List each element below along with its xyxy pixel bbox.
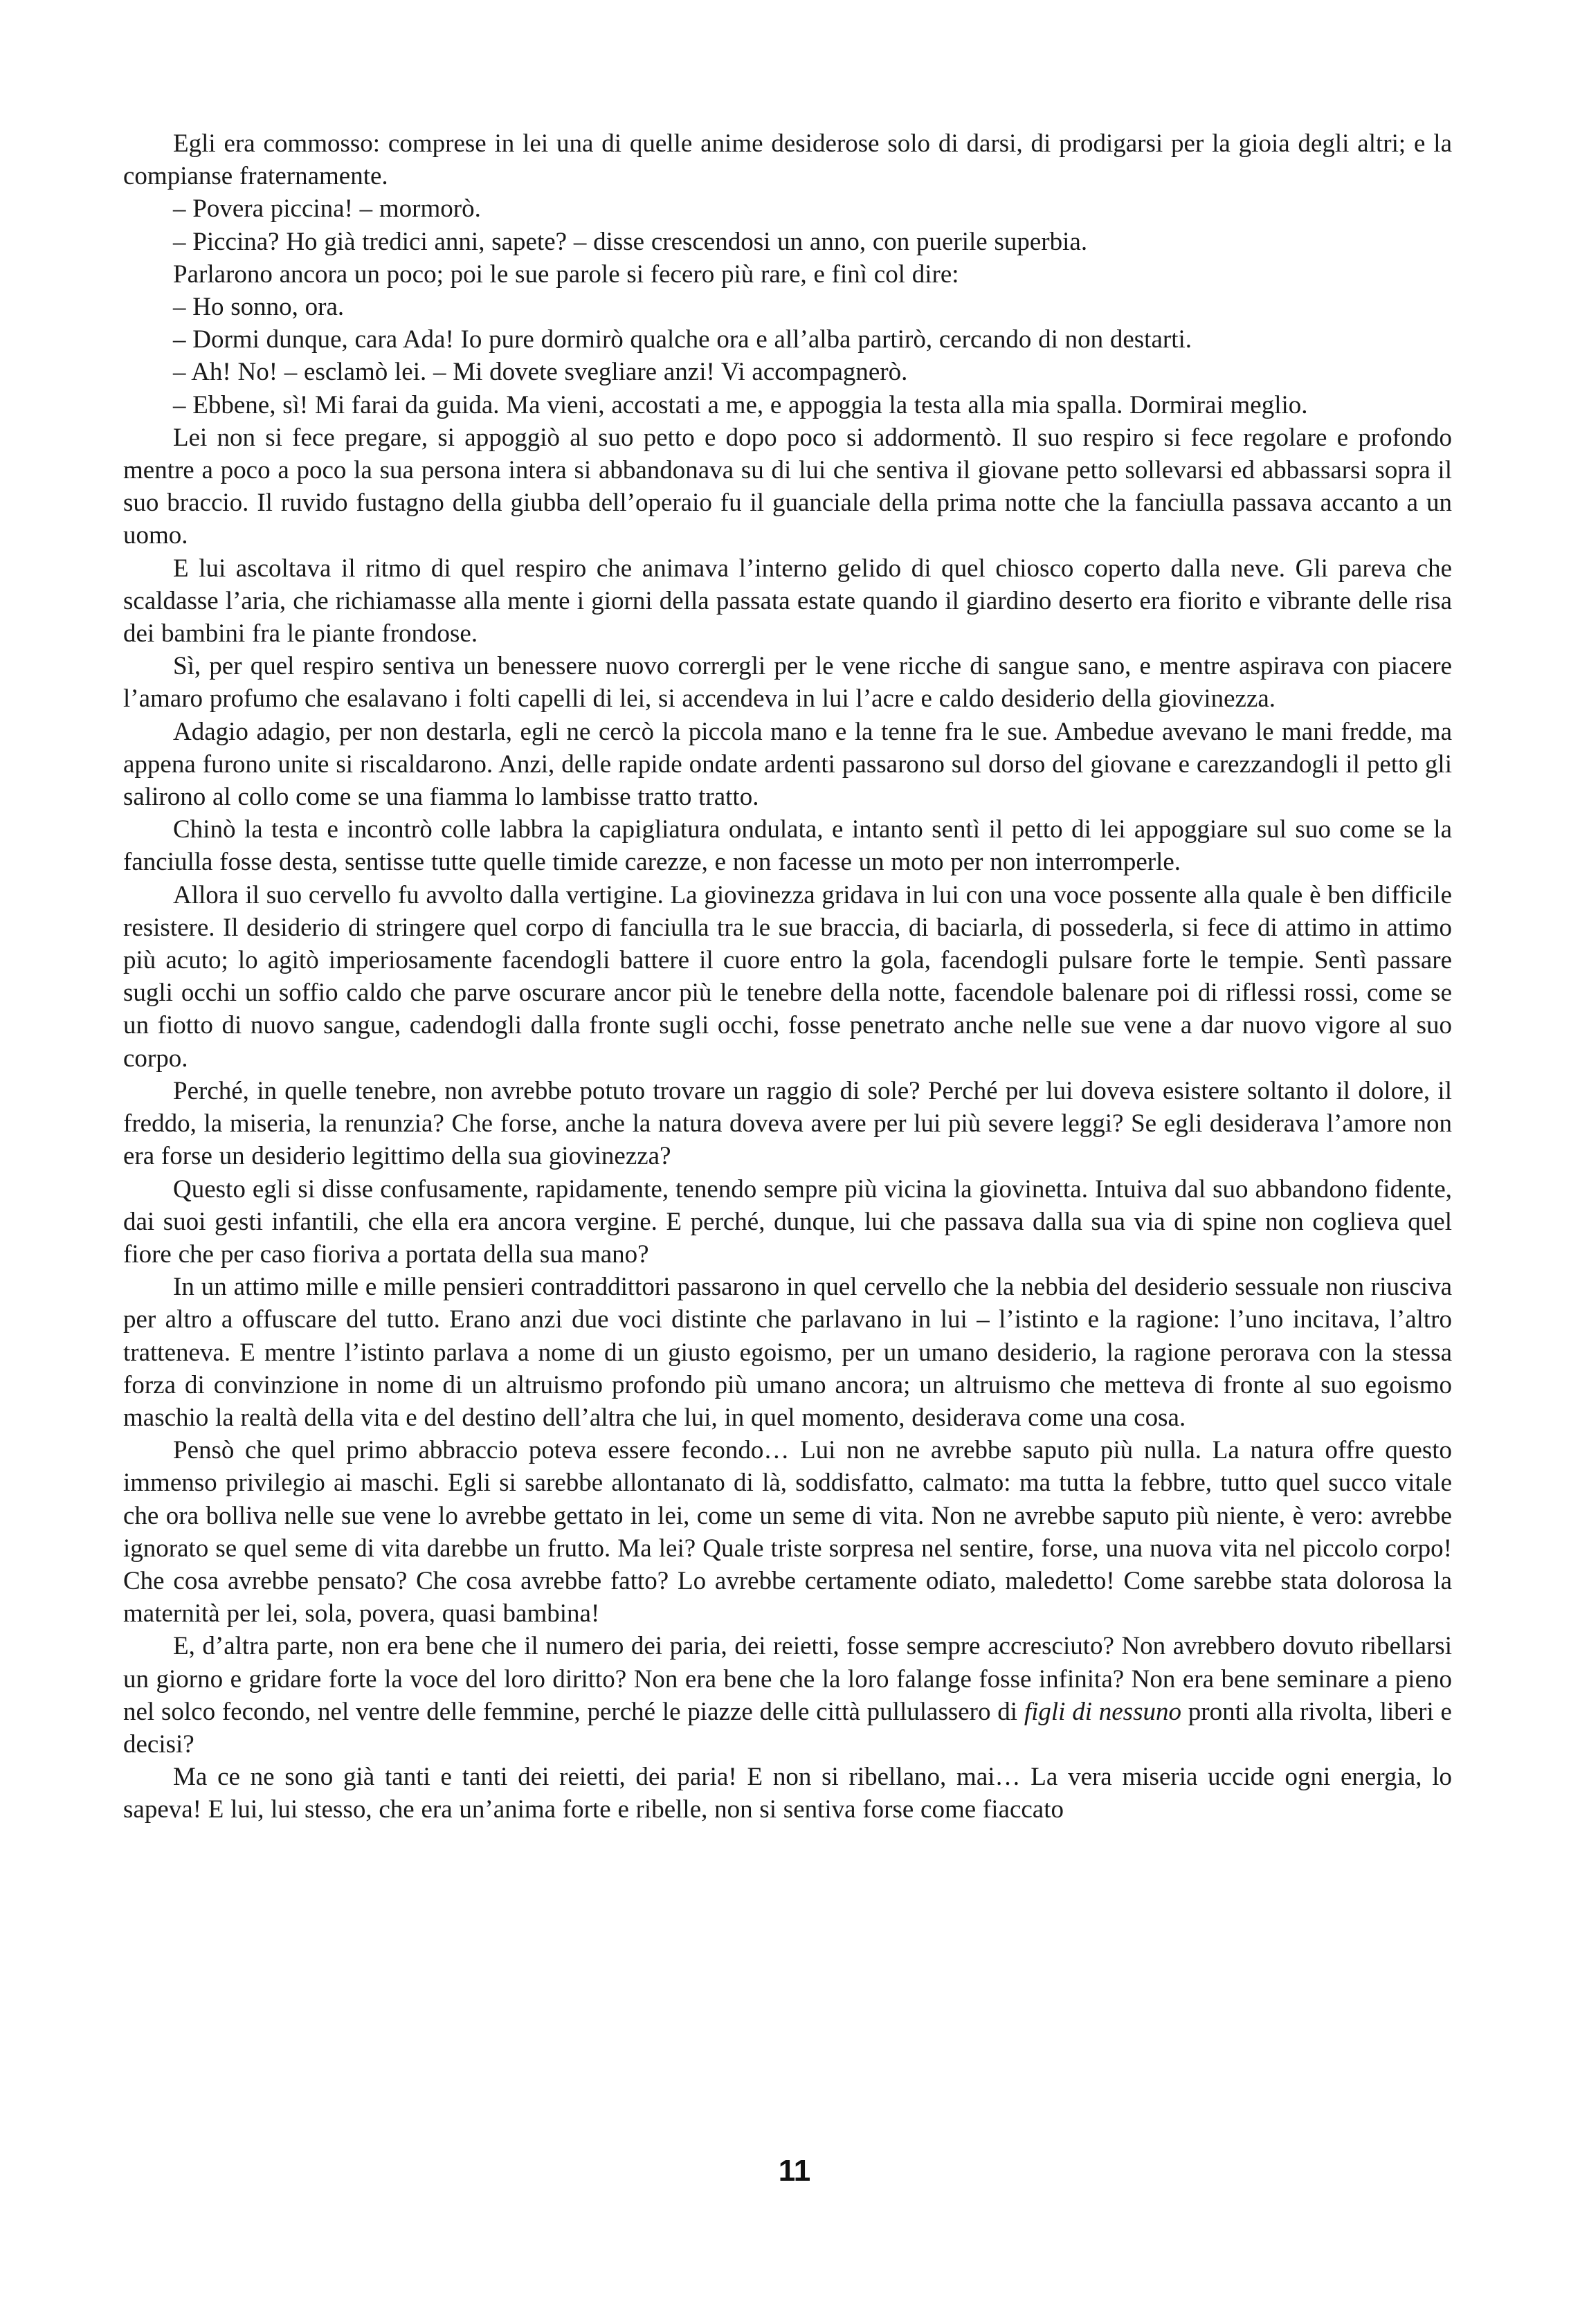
page-body bbox=[123, 127, 1452, 1826]
paragraph: Allora il suo cervello fu avvolto dalla vertigine. La giovinezza gridava in lui con una voce possente alla quale è ben difficile resistere. Il desiderio di stringere quel corpo di fanciulla tra le sue braccia, di baciarla, di possederla, si fece di attimo in attimo più acuto; lo agitò imperiosamente facendogli battere il cuore entro la gola, facendogli pulsare forte le tempie. Sentì passare sugli occhi un soffio caldo che parve oscurare ancor più le tenebre della notte, facendole balenare poi di riflessi rossi, come se un fiotto di nuovo sangue, cadendogli dalla fronte sugli occhi, fosse penetrato anche nelle sue vene a dar nuovo vigore al suo corpo. bbox=[123, 880, 1452, 1073]
paragraph: Egli era commosso: comprese in lei una di quelle anime desiderose solo di darsi, di prodigarsi per la gioia degli altri; e la compianse fraternamente. bbox=[123, 129, 1452, 191]
paragraph: Adagio adagio, per non destarla, egli ne cercò la piccola mano e la tenne fra le sue. Ambedue avevano le mani fredde, ma appena furono unite si riscaldarono. Anzi, delle rapide ondate ardenti passarono sul dorso del giovane e carezzandogli il petto gli salirono al collo come se una fiamma lo lambisse tratto tratto. bbox=[123, 717, 1452, 812]
paragraph: Lei non si fece pregare, si appoggiò al suo petto e dopo poco si addormentò. Il suo respiro si fece regolare e profondo mentre a poco a poco la sua persona intera si abbandonava su di lui che sentiva il giovane petto sollevarsi ed abbassarsi sopra il suo braccio. Il ruvido fustagno della giubba dell’operaio fu il guanciale della prima notte che la fanciulla passava accanto a un uomo. bbox=[123, 423, 1452, 550]
paragraph: Parlarono ancora un poco; poi le sue parole si fecero più rare, e finì col dire: bbox=[173, 260, 959, 289]
emphasized-text: figli di nessuno bbox=[1024, 1697, 1181, 1726]
paragraph: Questo egli si disse confusamente, rapidamente, tenendo sempre più vicina la giovinetta. Intuiva dal suo abbandono fidente, dai suoi gesti infantili, che ella era ancora vergine. E perché, dunque, lui che passava dalla sua via di spine non coglieva quel fiore che per caso fioriva a portata della sua mano? bbox=[123, 1174, 1452, 1269]
paragraph: Sì, per quel respiro sentiva un benessere nuovo corrergli per le vene ricche di sangue sano, e mentre aspirava con piacere l’amaro profumo che esalavano i folti capelli di lei, si accendeva in lui l’acre e caldo desiderio della giovinezza. bbox=[123, 652, 1452, 714]
paragraph-text: E, d’altra parte, non era bene che il numero dei paria, dei reietti, fosse sempre accresciuto? Non avrebbero dovuto ribellarsi un giorno e gridare forte la voce del loro diritto? Non era bene che la loro falange fosse infinita? Non era bene seminare a pieno nel solco fecondo, nel ventre delle femmine, perché le piazze delle città pullulassero di bbox=[123, 1632, 1452, 1726]
paragraph: – Dormi dunque, cara Ada! Io pure dormirò qualche ora e all’alba partirò, cercando di non destarti. bbox=[173, 325, 1192, 354]
paragraph: – Piccina? Ho già tredici anni, sapete? – disse crescendosi un anno, con puerile superbia. bbox=[173, 227, 1088, 256]
paragraph: Pensò che quel primo abbraccio poteva essere fecondo… Lui non ne avrebbe saputo più nulla. La natura offre questo immenso privilegio ai maschi. Egli si sarebbe allontanato di là, soddisfatto, calmato: ma tutta la febbre, tutto quel succo vitale che ora bolliva nelle sue vene lo avrebbe gettato in lei, come un seme di vita. Non ne avrebbe saputo più niente, è vero: avrebbe ignorato se quel seme di vita darebbe un frutto. Ma lei? Quale triste sorpresa nel sentire, forse, una nuova vita nel piccolo corpo! Che cosa avrebbe pensato? Che cosa avrebbe fatto? Lo avrebbe certamente odiato, maledetto! Come sarebbe stata dolorosa la maternità per lei, sola, povera, quasi bambina! bbox=[123, 1436, 1452, 1628]
paragraph: – Ho sonno, ora. bbox=[173, 293, 345, 322]
paragraph: Ma ce ne sono già tanti e tanti dei reietti, dei paria! E non si ribellano, mai… La vera miseria uccide ogni energia, lo sapeva! E lui, lui stesso, che era un’anima forte e ribelle, non si sentiva forse come fiaccato bbox=[123, 1763, 1452, 1824]
paragraph: E lui ascoltava il ritmo di quel respiro che animava l’interno gelido di quel chiosco coperto dalla neve. Gli pareva che scaldasse l’aria, che richiamasse alla mente i giorni della passata estate quando il giardino deserto era fiorito e vibrante delle risa dei bambini fra le piante frondose. bbox=[123, 554, 1452, 648]
paragraph-text: pronti alla rivolta, liberi e decisi? bbox=[123, 1697, 1452, 1759]
paragraph: Chinò la testa e incontrò colle labbra la capigliatura ondulata, e intanto sentì il petto di lei appoggiare sul suo come se la fanciulla fosse desta, sentisse tutte quelle timide carezze, e non facesse un moto per non interromperle. bbox=[123, 815, 1452, 877]
paragraph: In un attimo mille e mille pensieri contraddittori passarono in quel cervello che la nebbia del desiderio sessuale non riusciva per altro a offuscare del tutto. Erano anzi due voci distinte che parlavano in lui – l’istinto e la ragione: l’uno incitava, l’altro tratteneva. E mentre l’istinto parlava a nome di un giusto egoismo, per un umano desiderio, la ragione perorava con la stessa forza di convinzione in nome di un altruismo profondo più umano ancora; un altruismo che metteva di fronte al suo egoismo maschio la realtà della vita e del destino dell’altra che lui, in quel momento, desiderava come una cosa. bbox=[123, 1273, 1452, 1432]
paragraph: – Povera piccina! – mormorò. bbox=[173, 194, 481, 224]
page-number: 11 bbox=[778, 2154, 811, 2188]
paragraph bbox=[123, 1630, 1452, 1761]
paragraph: Perché, in quelle tenebre, non avrebbe potuto trovare un raggio di sole? Perché per lui doveva esistere soltanto il dolore, il freddo, la miseria, la renunzia? Che forse, anche la natura doveva avere per lui più severe leggi? Se egli desiderava l’amore non era forse un desiderio legittimo della sua giovinezza? bbox=[123, 1076, 1452, 1171]
paragraph: – Ah! No! – esclamò lei. – Mi dovete svegliare anzi! Vi accompagnerò. bbox=[173, 358, 908, 387]
paragraph: – Ebbene, sì! Mi farai da guida. Ma vieni, accostati a me, e appoggia la testa alla mia spalla. Dormirai meglio. bbox=[173, 390, 1308, 419]
